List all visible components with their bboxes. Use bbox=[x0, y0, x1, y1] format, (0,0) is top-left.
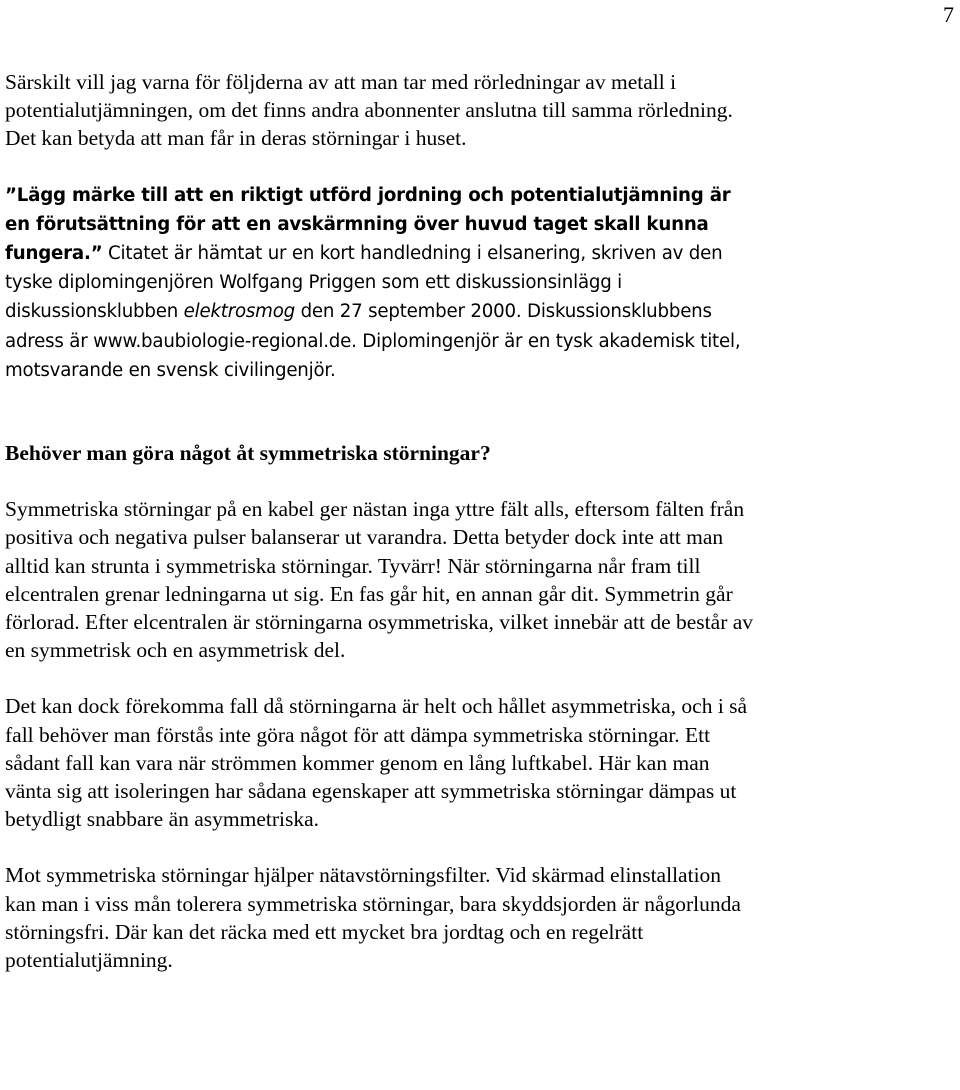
paragraph-symmetric: Symmetriska störningar på en kabel ger nästan inga yttre fält alls, eftersom fälten från positiva och negativa pulser balanserar ut varandra. Detta betyder dock inte att man alltid kan strunta i symmetriska störningar. Tyvärr! När störningarna når fram till elcentralen grenar ledningarna ut sig. En fas går hit, en annan går dit. Symmetrin går förlorad. Efter elcentralen är störningarna osymmetriska, vilket innebär att de består av en symmetrisk och en asymmetrisk del. bbox=[5, 497, 754, 663]
paragraph-quote bbox=[5, 181, 755, 385]
quote-source-italic: elektrosmog bbox=[183, 301, 295, 323]
paragraph-asymmetric: Det kan dock förekomma fall då störningarna är helt och hållet asymmetriska, och i så fall behöver man förstås inte göra något för att dämpa symmetriska störningar. Ett sådant fall kan vara när strömmen kommer genom en lång luftkabel. Här kan man vänta sig att isoleringen har sådana egenskaper att symmetriska störningar dämpas ut betydligt snabbare än asymmetriska. bbox=[5, 694, 748, 832]
quote-bold-text: ”Lägg märke till att en riktigt utförd jordning och potentialutjämning är en förutsättning för att en avskärmning över huvud taget skall kunna fungera.” bbox=[5, 184, 731, 265]
page-number: 7 bbox=[943, 2, 954, 27]
paragraph-intro: Särskilt vill jag varna för följderna av att man tar med rörledningar av metall i potentialutjämningen, om det finns andra abonnenter anslutna till samma rörledning. Det kan betyda att man får in deras störningar i huset. bbox=[5, 70, 733, 151]
document-body bbox=[5, 68, 755, 974]
section-heading: Behöver man göra något åt symmetriska störningar? bbox=[5, 441, 491, 466]
quote-source-text: Citatet är hämtat ur en kort handledning i elsanering, skriven av den tyske diplomingenjören Wolfgang Priggen som ett diskussionsinlägg i diskussionsklubben bbox=[5, 243, 723, 323]
quote-source-text-end: den 27 september 2000. Diskussionsklubbens adress är www.baubiologie-regional.de. Diplomingenjör är en tysk akademisk titel, motsvarande en svensk civilingenjör. bbox=[5, 301, 741, 381]
paragraph-filter: Mot symmetriska störningar hjälper nätavstörningsfilter. Vid skärmad elinstallation kan man i viss mån tolerera symmetriska störningar, bara skyddsjorden är någorlunda störningsfri. Där kan det räcka med ett mycket bra jordtag och en regelrätt potentialutjämning. bbox=[5, 863, 741, 973]
